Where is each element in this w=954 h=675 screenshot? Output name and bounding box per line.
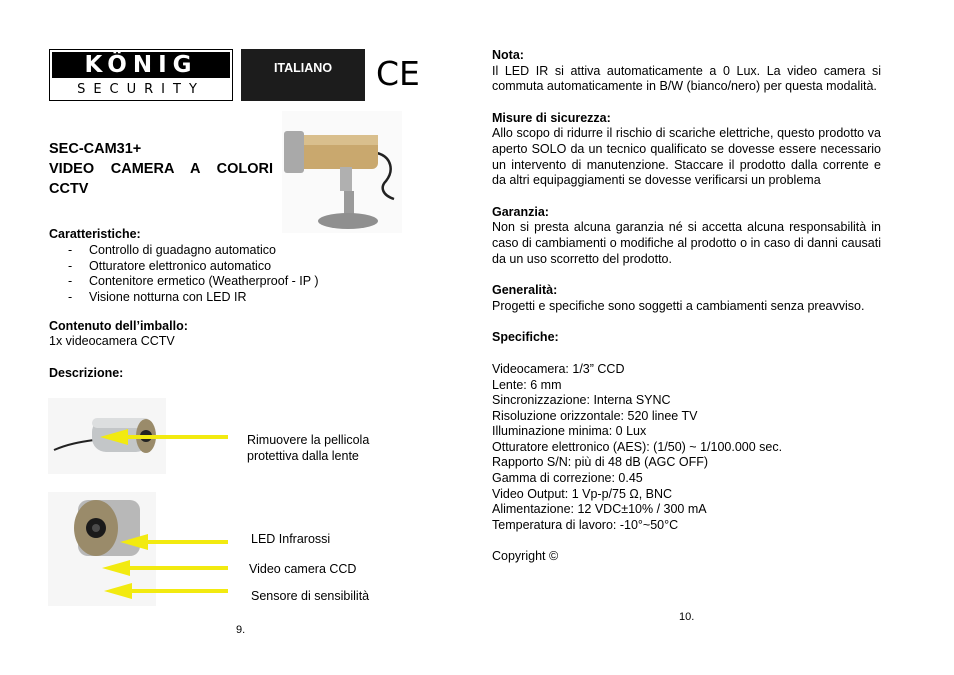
product-title xyxy=(49,139,273,199)
package-text: 1x videocamera CCTV xyxy=(49,334,175,348)
logo-top-text: KÖNIG xyxy=(52,52,230,78)
safety-heading: Misure di sicurezza: xyxy=(492,110,611,125)
logo-bottom-text: SECURITY xyxy=(77,82,205,97)
spec-item: Videocamera: 1/3” CCD xyxy=(492,361,625,376)
package-heading: Contenuto dell’imballo: xyxy=(49,319,188,333)
feature-item: - Controllo di guadagno automatico xyxy=(68,243,319,259)
product-model: SEC-CAM31+ xyxy=(49,141,142,157)
specs-list xyxy=(492,362,881,534)
camera-photo xyxy=(282,111,402,233)
label-remove-film-line2: protettiva dalla lente xyxy=(247,449,359,463)
product-name-line2: CCTV xyxy=(49,181,89,197)
note-heading: Nota: xyxy=(492,48,524,62)
general-heading: Generalità: xyxy=(492,283,558,298)
label-remove-film: Rimuovere la pellicola xyxy=(247,433,370,447)
konig-security-logo xyxy=(49,49,233,101)
label-sensor: Sensore di sensibilità xyxy=(251,589,370,603)
warranty-text: Non si presta alcuna garanzia né si accetta alcuna responsabilità in caso di cambiamenti o modifiche al prodotto o in caso di danni causati da un uso scorretto del prodotto. xyxy=(492,220,881,266)
spec-item: Risoluzione orizzontale: 520 linee TV xyxy=(492,408,698,423)
spec-item: Temperatura di lavoro: -10°~50°C xyxy=(492,517,679,532)
label-ccd-camera: Video camera CCD xyxy=(249,562,357,576)
copyright: Copyright © xyxy=(492,549,559,564)
spec-item: Alimentazione: 12 VDC±10% / 300 mA xyxy=(492,502,707,517)
left-page-number: 9. xyxy=(236,624,246,636)
warranty-heading: Garanzia: xyxy=(492,204,549,219)
feature-item: - Visione notturna con LED IR xyxy=(68,290,319,306)
specs-heading: Specifiche: xyxy=(492,330,559,345)
spec-item: Video Output: 1 Vp-p/75 Ω, BNC xyxy=(492,486,673,501)
product-name-line1: VIDEO CAMERA A COLORI xyxy=(49,161,273,177)
spec-item: Rapporto S/N: più di 48 dB (AGC OFF) xyxy=(492,455,709,470)
right-page-number: 10. xyxy=(679,611,695,623)
right-column xyxy=(492,48,881,565)
callout-arrows xyxy=(100,426,232,611)
safety-text: Allo scopo di ridurre il rischio di scariche elettriche, questo prodotto va aperto SOLO da un tecnico qualificato se dovesse essere necessario un intervento di manutenzione. Staccare il prodotto dalla corrente e da altri equipaggiamenti se dovesse verificarsi un problema xyxy=(492,126,881,188)
features-heading: Caratteristiche: xyxy=(49,227,141,241)
description-heading: Descrizione: xyxy=(49,366,124,380)
features-list xyxy=(68,243,319,305)
spec-item: Lente: 6 mm xyxy=(492,377,562,392)
spec-item: Otturatore elettronico (AES): (1/50) ~ 1/100.000 sec. xyxy=(492,439,783,454)
language-badge: ITALIANO xyxy=(241,49,365,101)
spec-item: Illuminazione minima: 0 Lux xyxy=(492,424,647,439)
ce-mark-icon: CE xyxy=(376,54,420,93)
feature-item: - Contenitore ermetico (Weatherproof - IP ) xyxy=(68,274,319,290)
spec-item: Sincronizzazione: Interna SYNC xyxy=(492,393,671,408)
label-ir-leds: LED Infrarossi xyxy=(251,532,331,546)
general-text: Progetti e specifiche sono soggetti a cambiamenti senza preavviso. xyxy=(492,298,865,313)
feature-item: - Otturatore elettronico automatico xyxy=(68,259,319,275)
note-text: Il LED IR si attiva automaticamente a 0 Lux. La video camera si commuta automaticamente in B/W (bianco/nero) per questa modalità. xyxy=(492,63,881,94)
spec-item: Gamma di correzione: 0.45 xyxy=(492,471,643,486)
